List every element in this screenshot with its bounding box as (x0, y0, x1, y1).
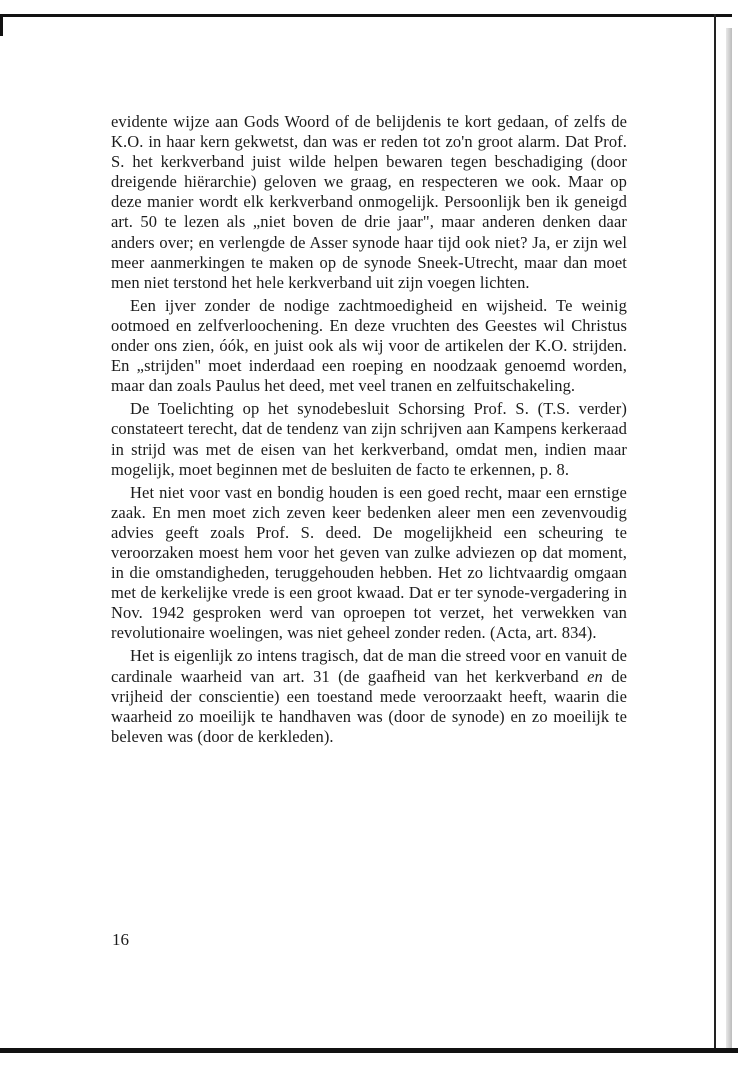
paragraph-2: Een ijver zonder de nodige zachtmoedigheid en wijsheid. Te weinig ootmoed en zelfverloochening. En deze vruchten des Geestes wil Christus onder ons zien, óók, en juist ook als wij voor de artikelen der K.O. strijden. En „strijden" moet inderdaad een roeping en noodzaak genoemd worden, maar dan zoals Paulus het deed, met veel tranen en zelfuitschakeling. (111, 295, 627, 396)
paragraph-4: Het niet voor vast en bondig houden is een goed recht, maar een ernstige zaak. En men moet zich zeven keer bedenken aleer men een zevenvoudig advies geeft zoals Prof. S. deed. De mogelijkheid een scheuring te veroorzaken moest hem voor het geven van zulke adviezen op dat moment, in die omstandigheden, teruggehouden hebben. Het zo lichtvaardig omgaan met de kerkelijke vrede is een groot kwaad. Dat er ter synode-vergadering in Nov. 1942 gesproken werd van oproepen tot verzet, het verwekken van revolutionaire woelingen, was niet geheel zonder reden. (Acta, art. 834). (111, 482, 627, 643)
paragraph-5-part-1: Het is eigenlijk zo intens tragisch, dat de man die streed voor en vanuit de cardinale waarheid van art. 31 (de gaafheid van het kerkverband (111, 646, 627, 686)
scan-left-notch (0, 14, 3, 36)
page-body (111, 112, 627, 750)
paragraph-5 (111, 646, 627, 746)
scan-bottom-edge (0, 1048, 738, 1053)
paragraph-5-italic-word: en (587, 666, 603, 686)
scan-right-page-edge (726, 28, 732, 1048)
paragraph-1: evidente wijze aan Gods Woord of de belijdenis te kort gedaan, of zelfs de K.O. in haar kern gekwetst, dan was er reden tot zo'n groot alarm. Dat Prof. S. het kerkverband juist wilde helpen bewaren tegen beschadiging (door dreigende hiërarchie) geloven we graag, en respecteren we ook. Maar op deze manier wordt elk kerkverband onmogelijk. Persoonlijk ben ik geneigd art. 50 te lezen als „niet boven de drie jaar", maar anderen denken daar anders over; en verlengde de Asser synode haar tijd ook niet? Ja, er zijn wel meer aanmerkingen te maken op de synode Sneek-Utrecht, maar dan moet men niet terstond het hele kerkverband uit zijn voegen lichten. (111, 112, 627, 292)
paragraph-3: De Toelichting op het synodebesluit Schorsing Prof. S. (T.S. verder) constateert terecht, dat de tendenz van zijn schrijven aan Kampens kerkeraad in strijd was met de eisen van het kerkverband, omdat men, indien maar mogelijk, moet beginnen met de besluiten de facto te erkennen, p. 8. (111, 399, 627, 479)
page-number: 16 (112, 930, 129, 949)
paragraph-5-part-2: de vrijheid der conscientie) een toestand mede veroorzaakt heeft, waarin die waarheid zo moeilijk te handhaven was (door de synode) en zo moeilijk te beleven was (door de kerkleden). (111, 666, 628, 746)
scan-right-edge (714, 14, 716, 1048)
scan-top-edge (0, 14, 732, 17)
